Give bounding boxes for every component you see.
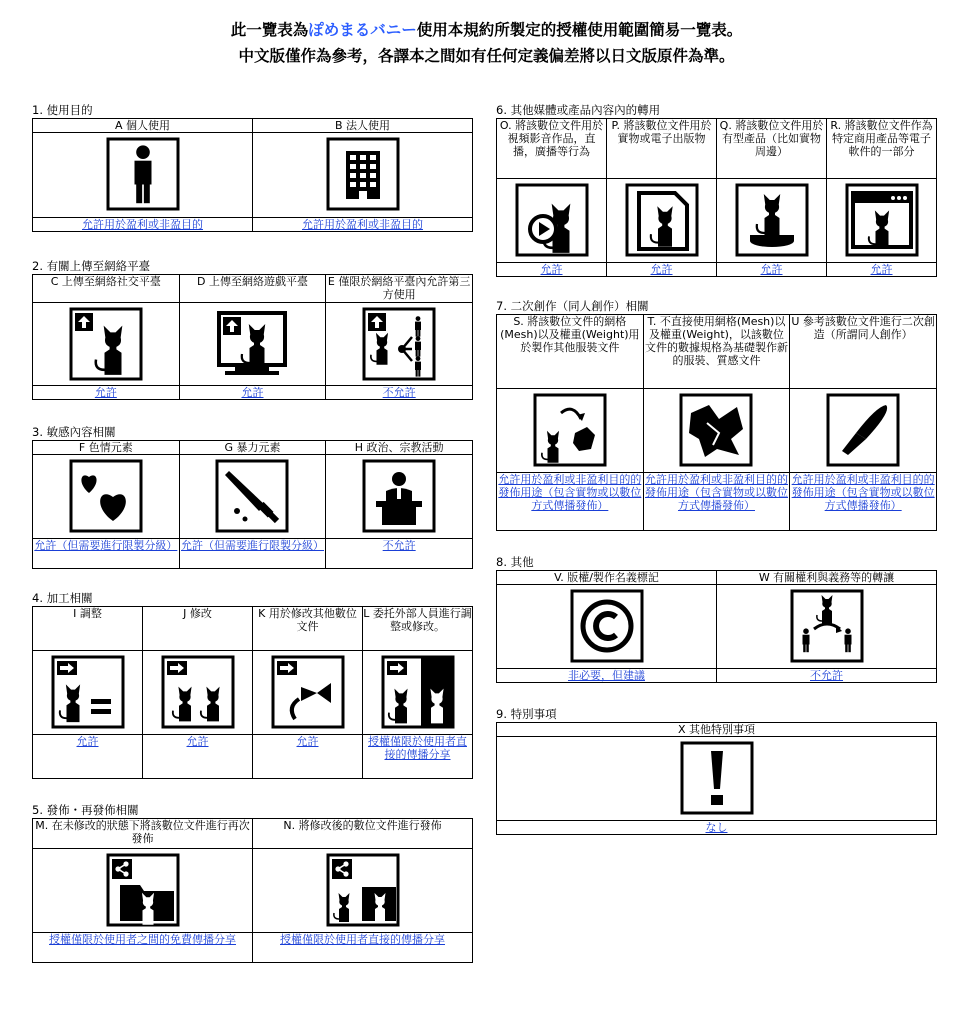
knife-icon — [215, 459, 289, 533]
section-title: 3. 敏感內容相關 — [32, 425, 116, 439]
item-answer: 允許 — [607, 263, 717, 277]
person-icon — [106, 137, 180, 211]
section-5-distribution — [32, 802, 473, 963]
modify-icon — [161, 655, 235, 729]
section-title: 4. 加工相關 — [32, 591, 93, 605]
section-6-media-usage — [496, 102, 937, 277]
item-label: J 修改 — [143, 607, 253, 651]
building-icon — [326, 137, 400, 211]
upload-monitor-icon — [215, 307, 289, 381]
item-answer: 授權僅限於使用者直接的傳播分享 — [253, 933, 473, 963]
item-label: L 委托外部人員進行調整或修改。 — [363, 607, 473, 651]
item-label: H 政治、宗教活動 — [326, 441, 473, 455]
item-answer: 授權僅限於使用者之間的免費傳播分享 — [33, 933, 253, 963]
item-label: F 色情元素 — [33, 441, 180, 455]
item-label: Q. 將該數位文件用於有型產品（比如實物周邊） — [717, 119, 827, 179]
item-answer: 允許 — [717, 263, 827, 277]
copyright-icon — [570, 589, 644, 663]
item-answer: 允許（但需要進行限製分級） — [179, 539, 326, 569]
document-icon — [625, 183, 699, 257]
item-answer: 允許用於盈利或非盈目的 — [253, 218, 473, 232]
speaker-podium-icon — [362, 459, 436, 533]
section-2-upload-platform — [32, 258, 473, 400]
item-answer: 允許用於盈利或非盈利目的的發佈用途（包含實物或以數位方式傳播發佈） — [643, 473, 790, 531]
item-label: S. 將該數位文件的網格(Mesh)以及權重(Weight)用於製作其他服裝文件 — [497, 315, 644, 389]
item-answer: 允許 — [497, 263, 607, 277]
item-answer: 非必要，但建議 — [497, 669, 717, 683]
item-answer: 授權僅限於使用者直接的傳播分享 — [363, 735, 473, 779]
upload-cat-icon — [69, 307, 143, 381]
cloth-icon — [679, 393, 753, 467]
mesh-cloth-icon — [533, 393, 607, 467]
item-label: X 其他特別事項 — [497, 723, 937, 737]
item-label: O. 將該數位文件用於視頻影音作品，直播，廣播等行為 — [497, 119, 607, 179]
item-answer: 允許用於盈利或非盈利目的的發佈用途（包含實物或以數位方式傳播發佈） — [790, 473, 937, 531]
item-answer: 允許 — [33, 386, 180, 400]
section-title: 2. 有關上傳至網絡平臺 — [32, 259, 151, 273]
hearts-icon — [69, 459, 143, 533]
item-label: M. 在未修改的狀態下將該數位文件進行再次發佈 — [33, 819, 253, 849]
section-1-usage-purpose — [32, 102, 473, 232]
item-label: K 用於修改其他數位文件 — [253, 607, 363, 651]
item-label: N. 將修改後的數位文件進行發佈 — [253, 819, 473, 849]
item-label: G 暴力元素 — [179, 441, 326, 455]
item-answer: 不允許 — [326, 539, 473, 569]
item-answer: 允許用於盈利或非盈利目的的發佈用途（包含實物或以數位方式傳播發佈） — [497, 473, 644, 531]
section-title: 5. 發佈・再發佈相關 — [32, 803, 139, 817]
share-modified-icon — [326, 853, 400, 927]
item-label: E 僅限於網絡平臺內允許第三方使用 — [326, 275, 473, 303]
figure-stand-icon — [735, 183, 809, 257]
item-answer: 允許 — [33, 735, 143, 779]
item-label: R. 將該數位文件作為特定商用產品等電子軟件的一部分 — [827, 119, 937, 179]
app-window-icon — [845, 183, 919, 257]
section-9-special-notes — [496, 706, 937, 835]
adjust-icon — [51, 655, 125, 729]
section-title: 9. 特別事項 — [496, 707, 557, 721]
item-answer: 不允許 — [717, 669, 937, 683]
item-answer: 允許（但需要進行限製分級） — [33, 539, 180, 569]
item-answer: 允許 — [253, 735, 363, 779]
video-play-icon — [515, 183, 589, 257]
item-answer: 不允許 — [326, 386, 473, 400]
item-label: B 法人使用 — [253, 119, 473, 133]
transfer-icon — [790, 589, 864, 663]
item-label: U 參考該數位文件進行二次創造（所謂同人創作） — [790, 315, 937, 389]
outsource-icon — [381, 655, 455, 729]
item-answer: 允許 — [827, 263, 937, 277]
section-title: 7. 二次創作（同人創作）相關 — [496, 299, 649, 313]
header-line-1: 此一覽表為ぽめまるバニー使用本規約所製定的授權使用範圍簡易一覽表。 — [230, 21, 743, 39]
modify-other-icon — [271, 655, 345, 729]
share-folder-icon — [106, 853, 180, 927]
pen-nib-icon — [826, 393, 900, 467]
item-label: T. 不直接使用網格(Mesh)以及權重(Weight)，以該數位文件的數據規格為基礎製作新的服裝、質感文件 — [643, 315, 790, 389]
section-7-derivative-works — [496, 298, 937, 531]
section-3-sensitive-content — [32, 424, 473, 569]
section-8-other — [496, 554, 937, 683]
section-title: 1. 使用目的 — [32, 103, 93, 117]
item-answer: なし — [497, 821, 937, 835]
item-label: I 調整 — [33, 607, 143, 651]
item-label: V. 版權/製作名義標記 — [497, 571, 717, 585]
section-4-processing — [32, 590, 473, 779]
item-answer: 允許用於盈利或非盈目的 — [33, 218, 253, 232]
header-line-2: 中文版僅作為參考，各譯本之間如有任何定義偏差將以日文版原件為準。 — [238, 47, 735, 65]
exclamation-icon — [680, 741, 754, 815]
item-label: A 個人使用 — [33, 119, 253, 133]
share-people-icon — [362, 307, 436, 381]
item-label: C 上傳至網絡社交平臺 — [33, 275, 180, 303]
item-label: P. 將該數位文件用於實物或電子出版物 — [607, 119, 717, 179]
item-label: W 有關權利與義務等的轉讓 — [717, 571, 937, 585]
section-title: 8. 其他 — [496, 555, 534, 569]
section-title: 6. 其他媒體或產品內容內的轉用 — [496, 103, 661, 117]
item-answer: 允許 — [143, 735, 253, 779]
item-answer: 允許 — [179, 386, 326, 400]
item-label: D 上傳至網絡遊戲平臺 — [179, 275, 326, 303]
